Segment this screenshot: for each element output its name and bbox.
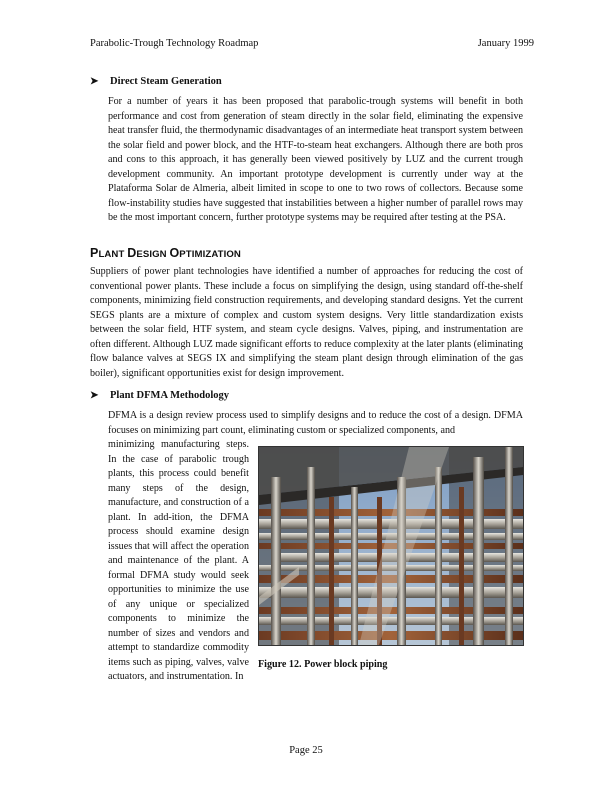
pdo-paragraph: Suppliers of power plant technologies have identified a number of approaches for reducing the cost of conventional power plants. These include a focus on simplifying the design, using standard off-the-shelf components, minimizing field construction requirements, and developing standard designs. Yet the current SEGS plants are a mixture of complex and custom system designs. Very little standardization exists between the solar field, HTF system, and steam cycle designs. Valves, piping, and instrumentation are often different. Although LUZ made significant efforts to reduce complexity at the later plants (eliminating flow balance valves at SEGS IX and simplifying the steam plant design through elimination of the gas boiler), significant opportunities exist for design improvement. xyxy=(90,266,523,379)
dfma-paragraph-full: DFMA is a design review process used to simplify designs and to reduce the cost of a design. DFMA focuses on minimizing part count, eliminating custom or specialized components, and xyxy=(108,410,523,436)
dfma-heading: Plant DFMA Methodology xyxy=(110,390,229,401)
page-number: Page 25 xyxy=(289,745,323,756)
dfma-paragraph-wrap: minimizing manufacturing steps. In the case of parabolic trough plants, this process could benefit many steps of the design, manufacture, and construction of a plant. In add-ition, the DFMA process should examine design issues that will affect the operation and maintenance of the plant. A formal DFMA study would seek opportunities to minimize the use of any unique or specialized components to minimize the number of sizes and vendors and attempt to standardize commodity items such as piping, valves, valve actuators, and instrumentation. In xyxy=(108,439,249,682)
dsg-heading: Direct Steam Generation xyxy=(110,76,222,87)
running-header-title: Parabolic-Trough Technology Roadmap xyxy=(90,38,259,49)
section-title-plant-design-optimization: PLANT DESIGN OPTIMIZATION xyxy=(90,246,241,260)
figure-power-block-piping xyxy=(258,446,524,646)
running-header-date: January 1999 xyxy=(477,38,534,49)
dsg-heading-row xyxy=(90,76,222,87)
figure-caption: Figure 12. Power block piping xyxy=(258,659,388,670)
dsg-paragraph: For a number of years it has been proposed that parabolic-trough systems will benefit in both performance and cost from generation of steam directly in the solar field, eliminating the expensive heat transfer fluid, the thermodynamic disadvantages of an intermediate heat transport system between the solar field and power block, and the HTF-to-steam heat exchangers. Although there are both pros and cons to this approach, it has generally been viewed positively by LUZ and the current trough development community. An important prototype development is currently under way at the Plataforma Solar de Almeria, albeit limited in scope to one to two rows of collectors. Because some flow-instability studies have suggested that instabilities between a higher number of parallel rows may be the most important concern, further prototype systems may be required after testing at the PSA. xyxy=(108,96,523,223)
dfma-heading-row xyxy=(90,390,229,401)
power-block-piping-photo xyxy=(259,447,523,645)
arrow-bullet-icon: ➤ xyxy=(90,76,99,87)
arrow-bullet-icon: ➤ xyxy=(90,390,99,401)
